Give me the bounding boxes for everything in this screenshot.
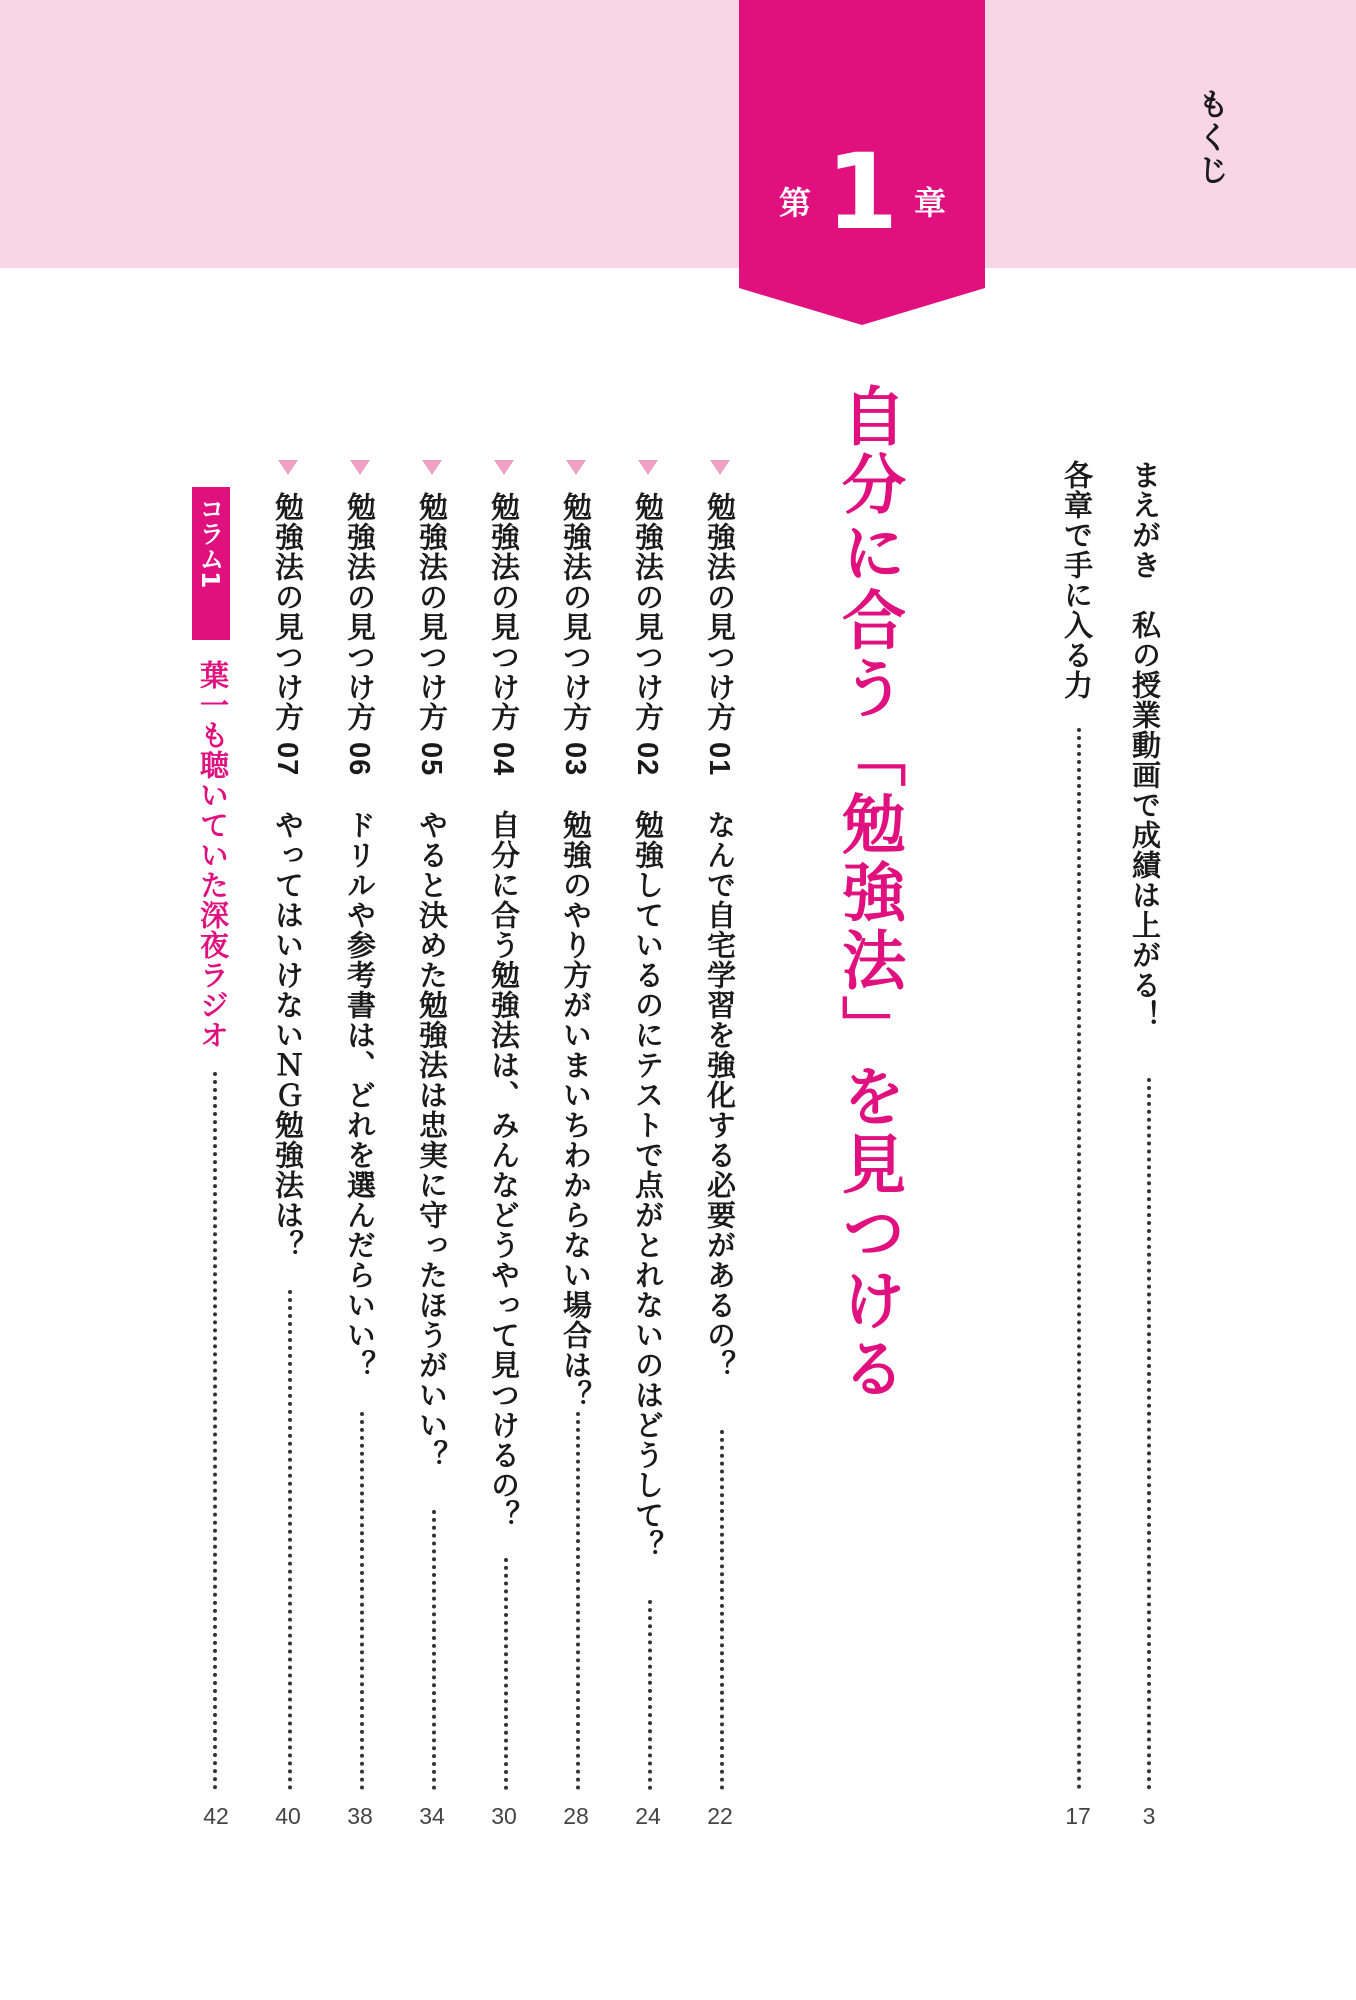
entry-label: 勉強法の見つけ方 [631,492,665,732]
leader-dots [360,1412,364,1790]
page-number[interactable]: 40 [275,1803,301,1829]
triangle-marker-icon [494,460,514,475]
page-number[interactable]: 22 [707,1803,733,1829]
entry-title[interactable]: 勉強しているのにテストで点がとれないのはどうして？ [631,810,665,1560]
leader-dots [504,1558,508,1790]
front-matter-title[interactable]: まえがき 私の授業動画で成績は上がる！ [1128,460,1162,1030]
entry-title[interactable]: なんで自宅学習を強化する必要があるの？ [703,810,737,1380]
entry-number: 07 [271,742,303,777]
chapter-number: 1 [825,131,899,253]
page-number[interactable]: 42 [203,1803,229,1829]
entry-label: 勉強法の見つけ方 [343,492,377,732]
entry-title[interactable]: 自分に合う勉強法は、みんなどうやって見つけるの？ [487,810,521,1530]
entry-number: 06 [343,742,375,777]
chapter-prefix: 第 [779,184,812,222]
column-badge [192,487,230,640]
leader-dots [1147,1078,1151,1790]
entry-number: 01 [703,742,735,777]
entry-number: 03 [559,742,591,777]
page-number[interactable]: 28 [563,1803,589,1829]
leader-dots [432,1510,436,1790]
page-number[interactable]: 3 [1142,1803,1156,1829]
chapter-title: 自分に合う「勉強法」を見つける [831,383,905,1403]
entry-label: 勉強法の見つけ方 [703,492,737,732]
leader-dots [213,1072,217,1790]
toc-heading: もくじ [1192,88,1228,187]
leader-dots [288,1290,292,1790]
triangle-marker-icon [566,460,586,475]
header-band [0,0,1356,268]
front-matter-title[interactable]: 各章で手に入る力 [1060,460,1094,700]
entry-label: 勉強法の見つけ方 [487,492,521,732]
entry-number: 04 [487,742,519,777]
entry-label: 勉強法の見つけ方 [559,492,593,732]
entry-title[interactable]: やると決めた勉強法は忠実に守ったほうがいい？ [415,810,449,1470]
page-number[interactable]: 24 [635,1803,661,1829]
column-badge-label: コラム1 [196,496,225,589]
entry-title[interactable]: 勉強のやり方がいまいちわからない場合は？ [559,810,593,1410]
column-title[interactable]: 葉一も聴いていた深夜ラジオ [196,660,230,1050]
leader-dots [576,1412,580,1790]
triangle-marker-icon [710,460,730,475]
entry-label: 勉強法の見つけ方 [271,492,305,732]
page-number[interactable]: 17 [1065,1803,1091,1829]
triangle-marker-icon [422,460,442,475]
entry-number: 02 [631,742,663,777]
entry-number: 05 [415,742,447,777]
leader-dots [720,1430,724,1790]
triangle-marker-icon [350,460,370,475]
leader-dots [648,1600,652,1790]
page-number[interactable]: 30 [491,1803,517,1829]
triangle-marker-icon [278,460,298,475]
triangle-marker-icon [638,460,658,475]
leader-dots [1077,728,1081,1790]
page-number[interactable]: 34 [419,1803,445,1829]
entry-title[interactable]: やってはいけないＮＧ勉強法は？ [271,810,305,1260]
entry-title[interactable]: ドリルや参考書は、どれを選んだらいい？ [343,810,377,1380]
chapter-suffix: 章 [914,184,947,222]
page-number[interactable]: 38 [347,1803,373,1829]
entry-label: 勉強法の見つけ方 [415,492,449,732]
